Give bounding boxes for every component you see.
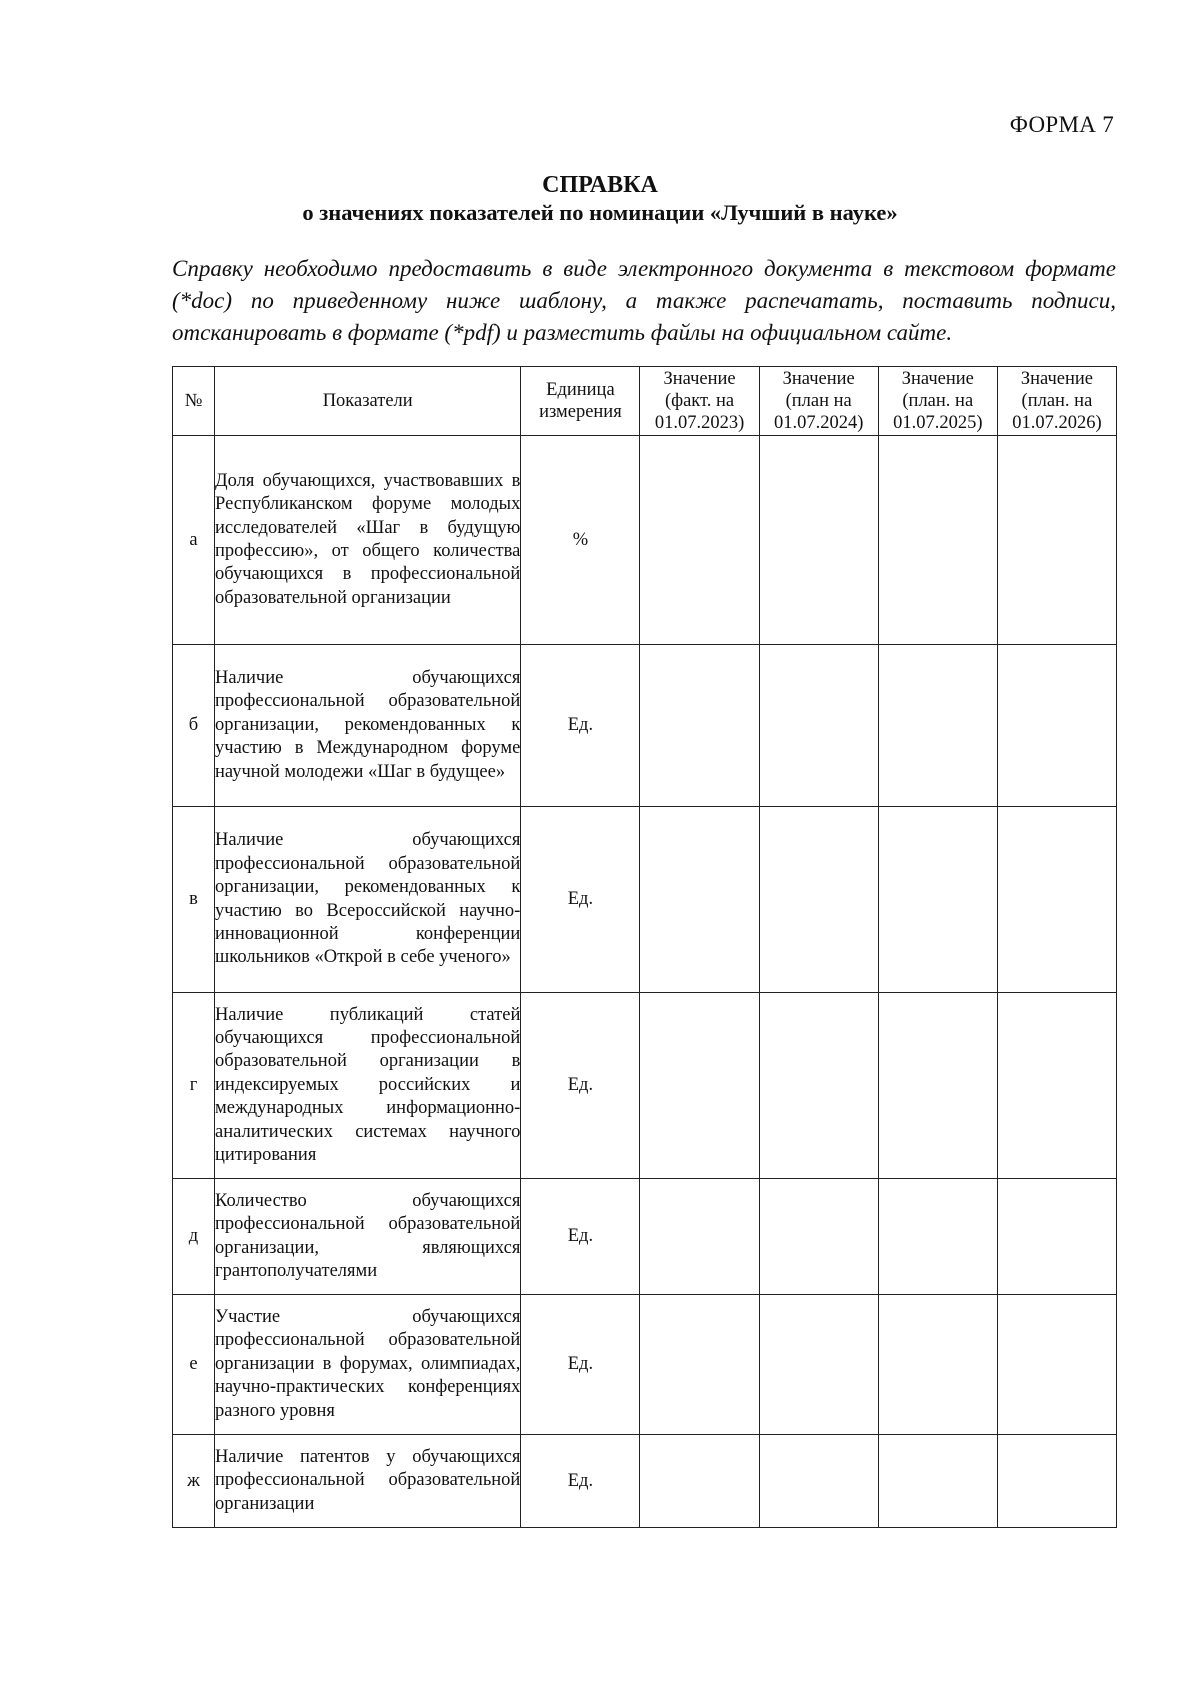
table-row <box>173 807 1117 993</box>
row-number: г <box>173 993 215 1179</box>
unit-cell: Ед. <box>521 993 640 1179</box>
value-2023-cell[interactable] <box>640 1435 759 1528</box>
value-2026-cell[interactable] <box>997 1435 1116 1528</box>
indicator-text: Наличие обучающихся профессиональной образовательной организации, рекомендованных к участию в Международном форуме научной молодежи «Шаг в будущее» <box>215 645 521 807</box>
table-row <box>173 1435 1117 1528</box>
unit-cell: Ед. <box>521 1179 640 1295</box>
value-2024-cell[interactable] <box>759 1179 878 1295</box>
value-2025-cell[interactable] <box>878 645 997 807</box>
indicator-text: Участие обучающихся профессиональной образовательной организации в форумах, олимпиадах, научно-практических конференциях разного уровня <box>215 1295 521 1435</box>
value-2025-cell[interactable] <box>878 1179 997 1295</box>
indicator-text: Наличие публикаций статей обучающихся профессиональной образовательной организации в индексируемых российских и международных информационно-аналитических системах научного цитирования <box>215 993 521 1179</box>
table-row <box>173 1295 1117 1435</box>
value-2026-cell[interactable] <box>997 1179 1116 1295</box>
header-value-2025: Значение (план. на 01.07.2025) <box>878 367 997 436</box>
value-2024-cell[interactable] <box>759 1295 878 1435</box>
value-2025-cell[interactable] <box>878 807 997 993</box>
form-number: ФОРМА 7 <box>1009 112 1114 137</box>
row-number: е <box>173 1295 215 1435</box>
value-2024-cell[interactable] <box>759 807 878 993</box>
value-2025-cell[interactable] <box>878 436 997 645</box>
header-value-2023: Значение (факт. на 01.07.2023) <box>640 367 759 436</box>
row-number: в <box>173 807 215 993</box>
table-header-row <box>173 367 1117 436</box>
value-2026-cell[interactable] <box>997 645 1116 807</box>
value-2024-cell[interactable] <box>759 645 878 807</box>
row-number: ж <box>173 1435 215 1528</box>
value-2024-cell[interactable] <box>759 1435 878 1528</box>
header-value-2024: Значение (план на 01.07.2024) <box>759 367 878 436</box>
value-2025-cell[interactable] <box>878 1295 997 1435</box>
value-2026-cell[interactable] <box>997 436 1116 645</box>
table-row <box>173 645 1117 807</box>
value-2024-cell[interactable] <box>759 436 878 645</box>
value-2026-cell[interactable] <box>997 807 1116 993</box>
value-2026-cell[interactable] <box>997 993 1116 1179</box>
indicators-table <box>172 366 1117 1528</box>
value-2023-cell[interactable] <box>640 993 759 1179</box>
header-indicator: Показатели <box>215 367 521 436</box>
value-2023-cell[interactable] <box>640 645 759 807</box>
row-number: д <box>173 1179 215 1295</box>
value-2026-cell[interactable] <box>997 1295 1116 1435</box>
value-2024-cell[interactable] <box>759 993 878 1179</box>
unit-cell: Ед. <box>521 1295 640 1435</box>
unit-cell: Ед. <box>521 1435 640 1528</box>
indicator-text: Наличие обучающихся профессиональной образовательной организации, рекомендованных к участию во Всероссийской научно-инновационной конференции школьников «Открой в себе ученого» <box>215 807 521 993</box>
table-row <box>173 993 1117 1179</box>
table-row <box>173 1179 1117 1295</box>
instructions-paragraph: Справку необходимо предоставить в виде электронного документа в текстовом формате (*doc) по приведенному ниже шаблону, а также распечатать, поставить подписи, отсканировать в формате (*pdf) и разместить файлы на официальном сайте. <box>172 256 1116 345</box>
header-value-2026: Значение (план. на 01.07.2026) <box>997 367 1116 436</box>
value-2025-cell[interactable] <box>878 1435 997 1528</box>
indicator-text: Количество обучающихся профессиональной образовательной организации, являющихся грантополучателями <box>215 1179 521 1295</box>
indicator-text: Доля обучающихся, участвовавших в Республиканском форуме молодых исследователей «Шаг в будущую профессию», от общего количества обучающихся в профессиональной образовательной организации <box>215 436 521 645</box>
document-subtitle: о значениях показателей по номинации «Лучший в науке» <box>302 200 898 225</box>
unit-cell: Ед. <box>521 645 640 807</box>
header-unit: Единица измерения <box>521 367 640 436</box>
document-title: СПРАВКА <box>542 172 658 198</box>
unit-cell: % <box>521 436 640 645</box>
table-row <box>173 436 1117 645</box>
value-2023-cell[interactable] <box>640 1295 759 1435</box>
row-number: а <box>173 436 215 645</box>
value-2023-cell[interactable] <box>640 1179 759 1295</box>
value-2023-cell[interactable] <box>640 436 759 645</box>
value-2023-cell[interactable] <box>640 807 759 993</box>
header-num: № <box>173 367 215 436</box>
row-number: б <box>173 645 215 807</box>
indicator-text: Наличие патентов у обучающихся профессиональной образовательной организации <box>215 1435 521 1528</box>
value-2025-cell[interactable] <box>878 993 997 1179</box>
unit-cell: Ед. <box>521 807 640 993</box>
